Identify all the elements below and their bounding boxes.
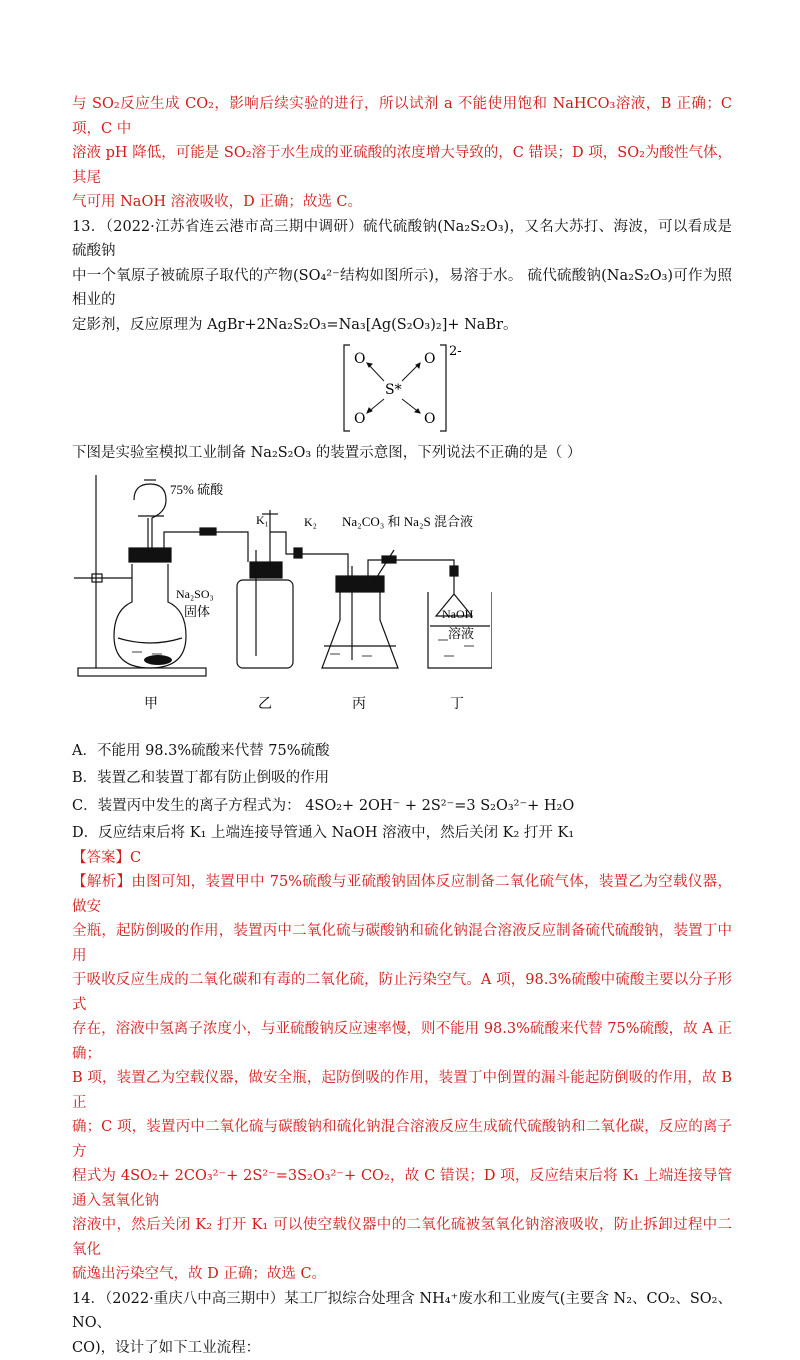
analysis-line-8: 溶液中，然后关闭 K₂ 打开 K₁ 可以使空载仪器中的二氧化硫被氢氧化钠溶液吸收，防止拆卸过程中二氧化	[72, 1213, 732, 1262]
oxygen-bottom-left: O	[354, 411, 365, 427]
q13-stem-line-2: 中一个氧原子被硫原子取代的产物(SO₄²⁻结构如图所示)，易溶于水。 硫代硫酸钠(Na₂S₂O₃)可作为照相业的	[72, 264, 732, 313]
conical-flask-bing	[322, 592, 398, 668]
apparatus-diagram	[72, 470, 492, 732]
analysis-line-7: 程式为 4SO₂+ 2CO₃²⁻+ 2S²⁻=3S₂O₃²⁻+ CO₂，故 C 错误；D 项，反应结束后将 K₁ 上端连接导管通入氢氧化钠	[72, 1164, 732, 1213]
answer: 【答案】C	[72, 846, 732, 871]
analysis-line-3: 于吸收反应生成的二氧化碳和有毒的二氧化硫，防止污染空气。A 项，98.3%硫酸中硫酸主要以分子形式	[72, 968, 732, 1017]
label-naoh-1: NaOH	[442, 607, 474, 621]
analysis-line-9: 硫逸出污染空气，故 D 正确；故选 C。	[72, 1262, 732, 1287]
document-page	[72, 92, 732, 1360]
label-acid: 75% 硫酸	[170, 482, 224, 497]
q13-stem-line-3: 定影剂，反应原理为 AgBr+2Na₂S₂O₃=Na₃[Ag(S₂O₃)₂]+ NaBr。	[72, 313, 732, 338]
q13-stem-line-1: 13．（2022·江苏省连云港市高三期中调研）硫代硫酸钠(Na₂S₂O₃)，又名大苏打、海波，可以看成是硫酸钠	[72, 215, 732, 264]
sulfate-structure-diagram	[340, 341, 470, 435]
prev-solution-line-1: 与 SO₂反应生成 CO₂，影响后续实验的进行，所以试剂 a 不能使用饱和 NaHCO₃溶液，B 正确；C 项，C 中	[72, 92, 732, 141]
label-jia: 甲	[144, 696, 158, 712]
option-d: D．反应结束后将 K₁ 上端连接导管通入 NaOH 溶液中，然后关闭 K₂ 打开 K₁	[72, 821, 732, 846]
option-a: A．不能用 98.3%硫酸来代替 75%硫酸	[72, 739, 732, 764]
stand-base	[78, 668, 206, 676]
bottle-yi	[237, 580, 293, 668]
option-b: B．装置乙和装置丁都有防止倒吸的作用	[72, 766, 732, 791]
q14-line-1: 14．（2022·重庆八中高三期中）某工厂拟综合处理含 NH₄⁺废水和工业废气(主要含 N₂、CO₂、SO₂、NO、	[72, 1287, 732, 1336]
oxygen-top-left: O	[354, 351, 365, 367]
prev-solution-line-3: 气可用 NaOH 溶液吸收，D 正确；故选 C。	[72, 190, 732, 215]
label-naoh-2: 溶液	[448, 626, 474, 641]
analysis-line-4: 存在，溶液中氢离子浓度小，与亚硫酸钠反应速率慢，则不能用 98.3%硫酸来代替 75%硫酸，故 A 正确；	[72, 1017, 732, 1066]
oxygen-bottom-right: O	[424, 411, 435, 427]
option-c: C．装置丙中发生的离子方程式为： 4SO₂+ 2OH⁻ + 2S²⁻=3 S₂O₃²⁻+ H₂O	[72, 794, 732, 819]
analysis-line-1: 【解析】由图可知，装置甲中 75%硫酸与亚硫酸钠固体反应制备二氧化硫气体，装置乙为空载仪器，做安	[72, 870, 732, 919]
label-ding: 丁	[450, 696, 464, 712]
label-solid-2: 固体	[184, 604, 210, 619]
q13-prompt: 下图是实验室模拟工业制备 Na₂S₂O₃ 的装置示意图，下列说法不正确的是（ ）	[72, 441, 732, 466]
flask-jia	[114, 564, 186, 668]
analysis-line-5: B 项，装置乙为空载仪器，做安全瓶，起防倒吸的作用，装置丁中倒置的漏斗能起防倒吸的作用，故 B 正	[72, 1066, 732, 1115]
charge-label: 2-	[449, 344, 462, 359]
label-k2: K₂	[304, 515, 317, 529]
label-k1: K₁	[256, 513, 269, 527]
analysis-line-6: 确；C 项，装置丙中二氧化硫与碳酸钠和硫化钠混合溶液反应生成硫代硫酸钠和二氧化碳，反应的离子方	[72, 1115, 732, 1164]
oxygen-top-right: O	[424, 351, 435, 367]
label-mix: Na₂CO₃ 和 Na₂S 混合液	[342, 514, 473, 529]
analysis-line-2: 全瓶，起防倒吸的作用，装置丙中二氧化硫与碳酸钠和硫化钠混合溶液反应制备硫代硫酸钠，装置丁中用	[72, 919, 732, 968]
pipe-jia-yi	[164, 532, 248, 562]
prev-solution-line-2: 溶液 pH 降低，可能是 SO₂溶于水生成的亚硫酸的浓度增大导致的，C 错误；D 项，SO₂为酸性气体，其尾	[72, 141, 732, 190]
label-yi: 乙	[258, 697, 272, 712]
q14-line-2: CO)，设计了如下工业流程：	[72, 1336, 732, 1360]
label-solid-1: Na₂SO₃	[176, 587, 214, 601]
sulfur-center: S*	[385, 382, 402, 398]
label-bing: 丙	[352, 696, 366, 712]
